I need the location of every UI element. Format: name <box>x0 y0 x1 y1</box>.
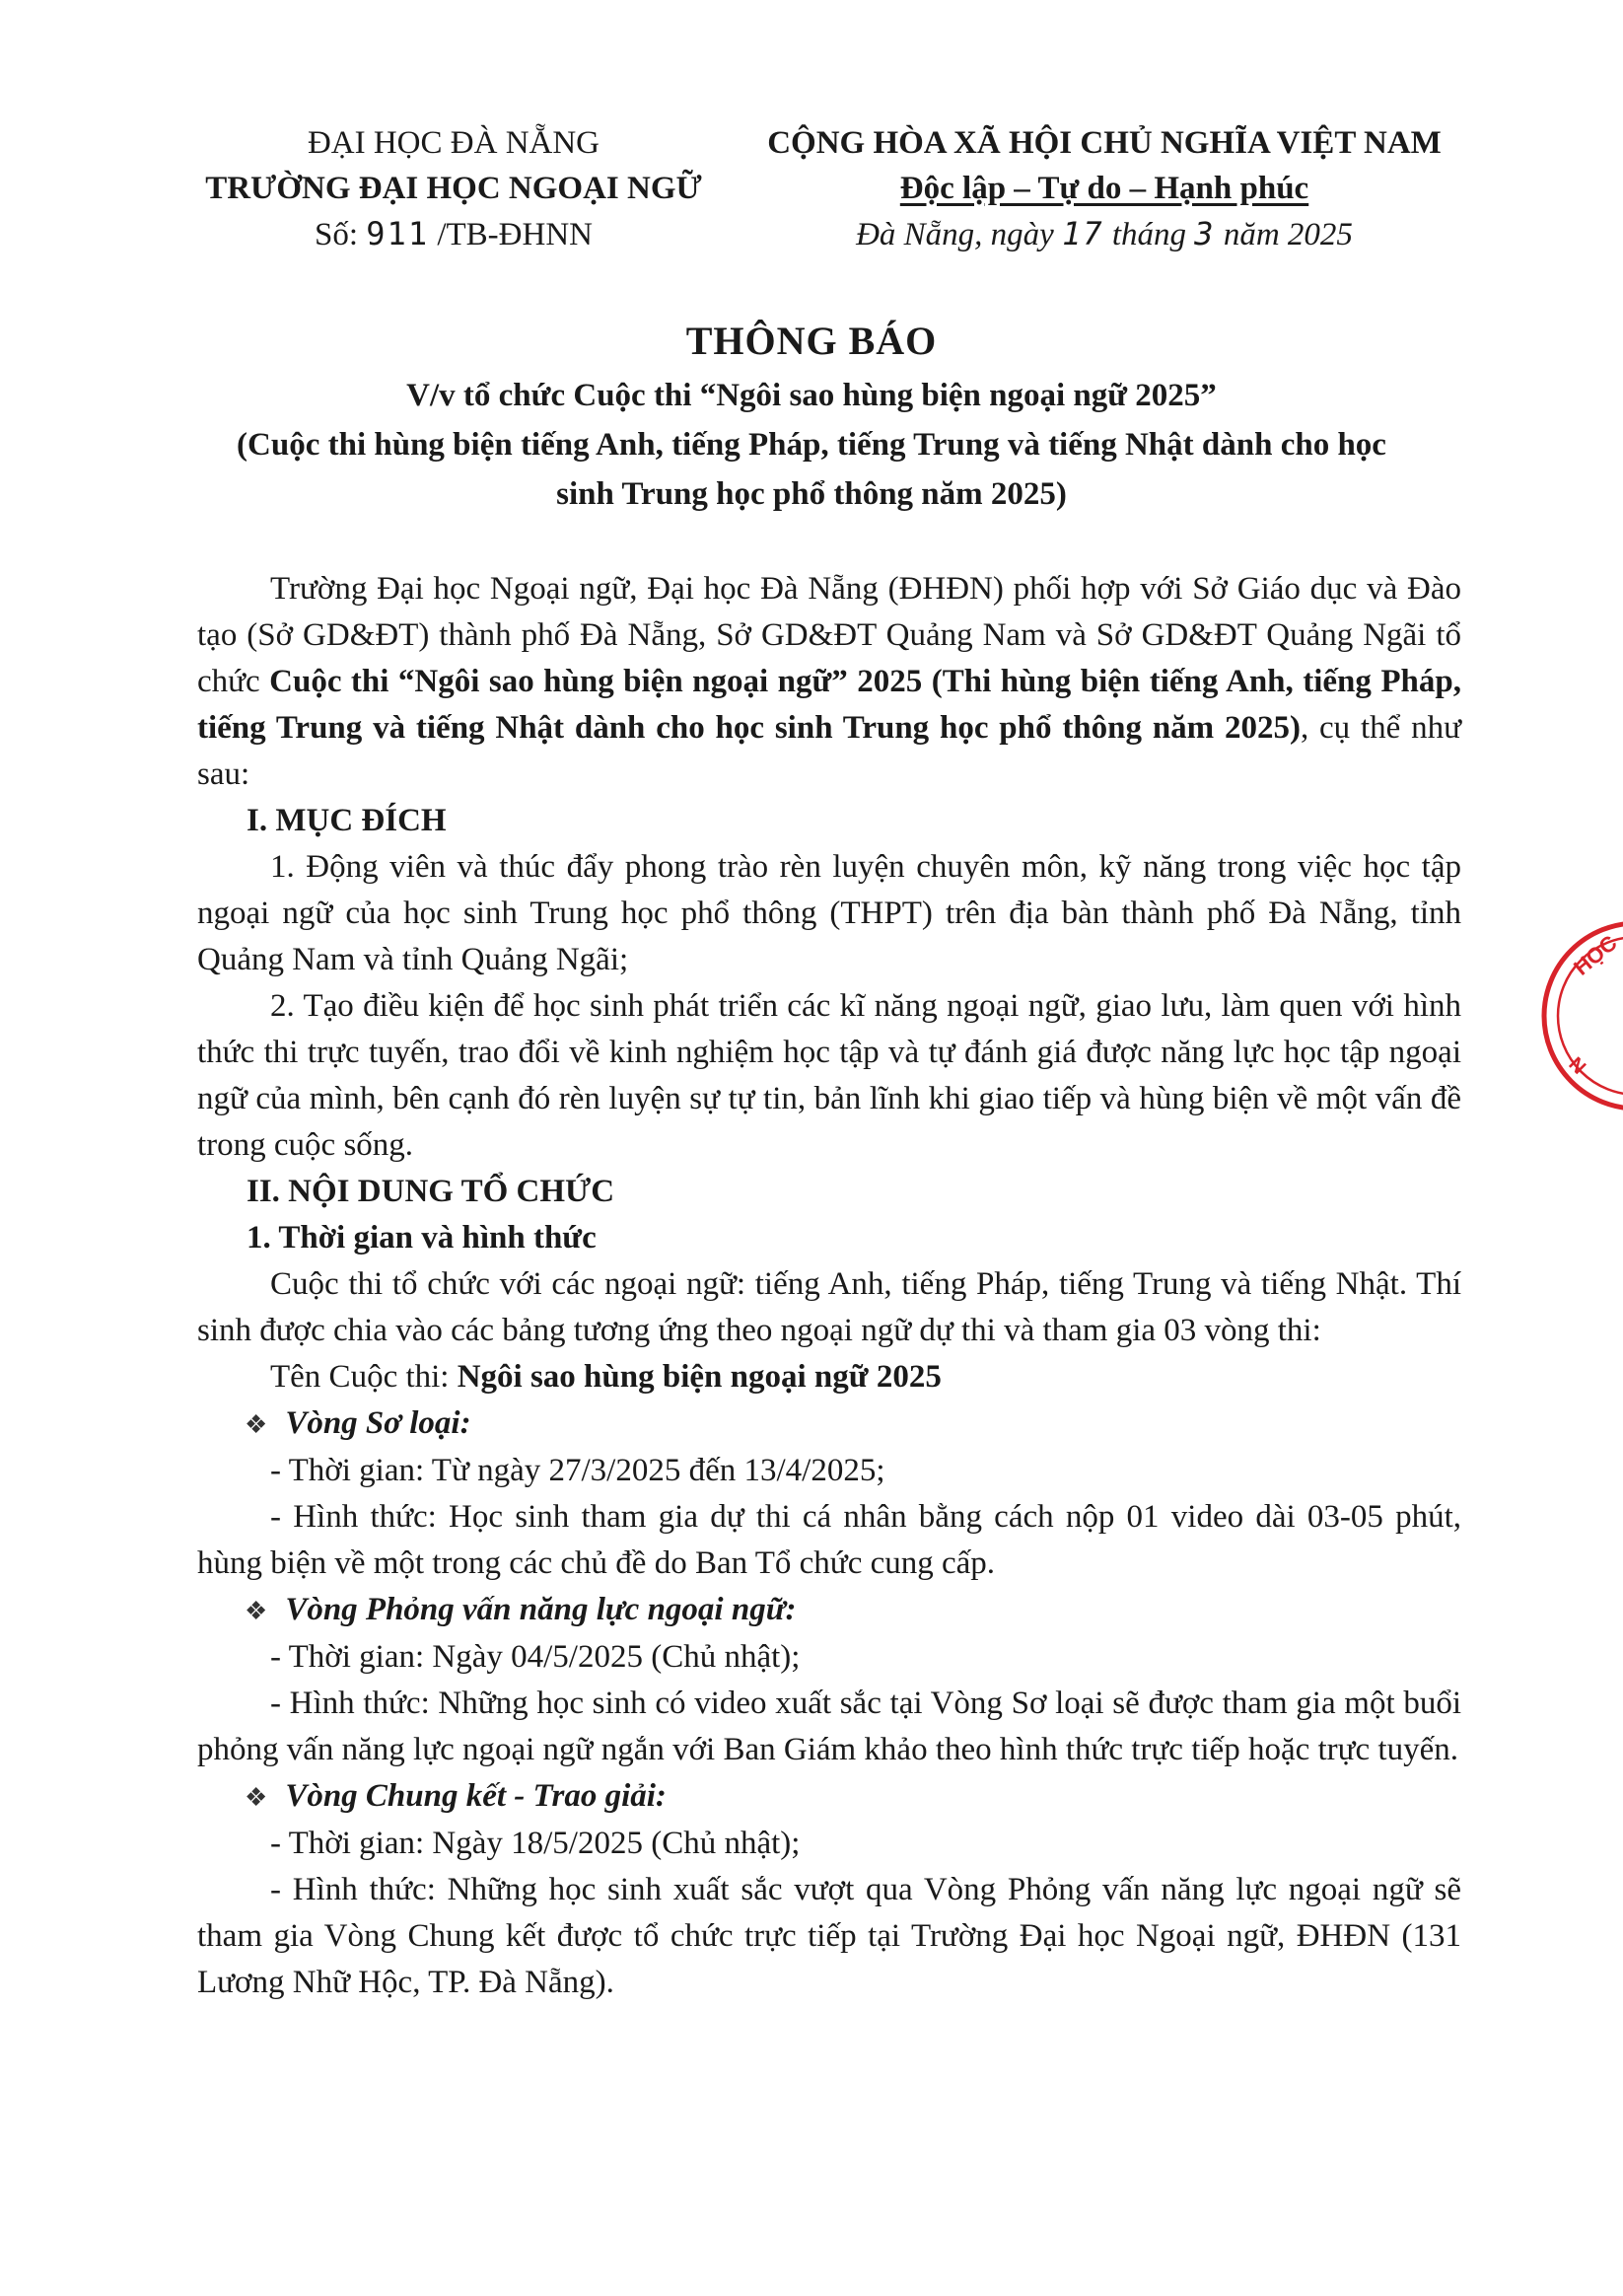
svg-text:HỌC: HỌC <box>1569 930 1622 980</box>
section-heading-content: II. NỘI DUNG TỔ CHỨC <box>247 1174 615 1209</box>
purpose-item-1: 1. Động viên và thúc đẩy phong trào rèn luyện chuyên môn, kỹ năng trong việc học tập ngoại ngữ của học sinh Trung học phổ thông (THPT) trên địa bàn thành phố Đà Nẵng, tỉnh Quảng Nam và tỉnh Quảng Ngãi; <box>197 849 1461 977</box>
country-name: CỘNG HÒA XÃ HỘI CHỦ NGHĨA VIỆT NAM <box>767 125 1442 161</box>
diamond-bullet-icon: ❖ <box>245 1783 268 1812</box>
red-seal-stamp <box>1538 917 1623 1114</box>
round-heading-interview: ❖ Vòng Phỏng vấn năng lực ngoại ngữ: <box>245 1592 797 1627</box>
round-qualifying-time: - Thời gian: Từ ngày 27/3/2025 đến 13/4/2025; <box>270 1453 885 1488</box>
round-qualifying-form: - Hình thức: Học sinh tham gia dự thi cá nhân bằng cách nộp 01 video dài 03-05 phút, hùng biện về một trong các chủ đề do Ban Tổ chức cung cấp. <box>197 1499 1461 1581</box>
issuer-parent: ĐẠI HỌC ĐÀ NẴNG <box>307 125 600 161</box>
intro-paragraph: Trường Đại học Ngoại ngữ, Đại học Đà Nẵng (ĐHĐN) phối hợp với Sở Giáo dục và Đào tạo (Sở GD&ĐT) thành phố Đà Nẵng, Sở GD&ĐT Quảng Nam và Sở GD&ĐT Quảng Ngãi tổ chức Cuộc thi “Ngôi sao hùng biện ngoại ngữ” 2025 (Thi hùng biện tiếng Anh, tiếng Pháp, tiếng Trung và tiếng Nhật dành cho học sinh Trung học phổ thông năm 2025), cụ thể như sau: <box>197 571 1461 792</box>
round-interview-time: - Thời gian: Ngày 04/5/2025 (Chủ nhật); <box>270 1639 801 1675</box>
svg-text:N: N <box>1564 1052 1590 1079</box>
round-heading-final: ❖ Vòng Chung kết - Trao giải: <box>245 1778 667 1814</box>
round-heading-qualifying: ❖ Vòng Sơ loại: <box>245 1405 471 1441</box>
document-title: THÔNG BÁO <box>685 319 938 363</box>
document-subject: V/v tổ chức Cuộc thi “Ngôi sao hùng biện ngoại ngữ 2025” <box>406 378 1217 413</box>
document-number: Số: 911 /TB-ĐHNN <box>315 215 593 252</box>
handwritten-day: 17 <box>1062 215 1104 252</box>
section-heading-purpose: I. MỤC ĐÍCH <box>247 803 447 838</box>
document-subject-line2: (Cuộc thi hùng biện tiếng Anh, tiếng Pháp, tiếng Trung và tiếng Nhật dành cho học <box>237 427 1386 463</box>
handwritten-number: 911 <box>366 215 430 252</box>
subsection-heading-time: 1. Thời gian và hình thức <box>247 1220 597 1256</box>
motto: Độc lập – Tự do – Hạnh phúc <box>899 171 1309 206</box>
document-subject-line3: sinh Trung học phổ thông năm 2025) <box>556 476 1067 512</box>
issuer-name: TRƯỜNG ĐẠI HỌC NGOẠI NGỮ <box>205 171 702 206</box>
purpose-item-2: 2. Tạo điều kiện để học sinh phát triển các kĩ năng ngoại ngữ, giao lưu, làm quen với hình thức thi trực tuyến, trao đổi về kinh nghiệm học tập và tự đánh giá được năng lực học tập ngoại ngữ của mình, bên cạnh đó rèn luyện sự tự tin, bản lĩnh khi giao tiếp và hùng biện về một vấn đề trong cuộc sống. <box>197 988 1461 1163</box>
contest-name-line: Tên Cuộc thi: Ngôi sao hùng biện ngoại ngữ 2025 <box>270 1359 942 1395</box>
title-block <box>148 312 1475 519</box>
issuer-block <box>158 120 749 257</box>
national-motto-block <box>749 120 1459 257</box>
content-paragraph: Cuộc thi tổ chức với các ngoại ngữ: tiếng Anh, tiếng Pháp, tiếng Trung và tiếng Nhật. Thí sinh được chia vào các bảng tương ứng theo ngoại ngữ dự thi và tham gia 03 vòng thi: <box>197 1266 1461 1348</box>
handwritten-month: 3 <box>1194 215 1216 252</box>
round-final-form: - Hình thức: Những học sinh xuất sắc vượt qua Vòng Phỏng vấn năng lực ngoại ngữ sẽ tham gia Vòng Chung kết được tổ chức trực tiếp tại Trường Đại học Ngoại ngữ, ĐHĐN (131 Lương Nhữ Hộc, TP. Đà Nẵng). <box>197 1872 1461 2000</box>
diamond-bullet-icon: ❖ <box>245 1597 268 1625</box>
issue-date: Đà Nẵng, ngày 17 tháng 3 năm 2025 <box>856 215 1353 252</box>
diamond-bullet-icon: ❖ <box>245 1410 268 1439</box>
round-final-time: - Thời gian: Ngày 18/5/2025 (Chủ nhật); <box>270 1826 801 1861</box>
round-interview-form: - Hình thức: Những học sinh có video xuất sắc tại Vòng Sơ loại sẽ được tham gia một buổi phỏng vấn năng lực ngoại ngữ ngắn với Ban Giám khảo theo hình thức trực tiếp hoặc trực tuyến. <box>197 1686 1461 1767</box>
document-body <box>197 566 1461 2006</box>
